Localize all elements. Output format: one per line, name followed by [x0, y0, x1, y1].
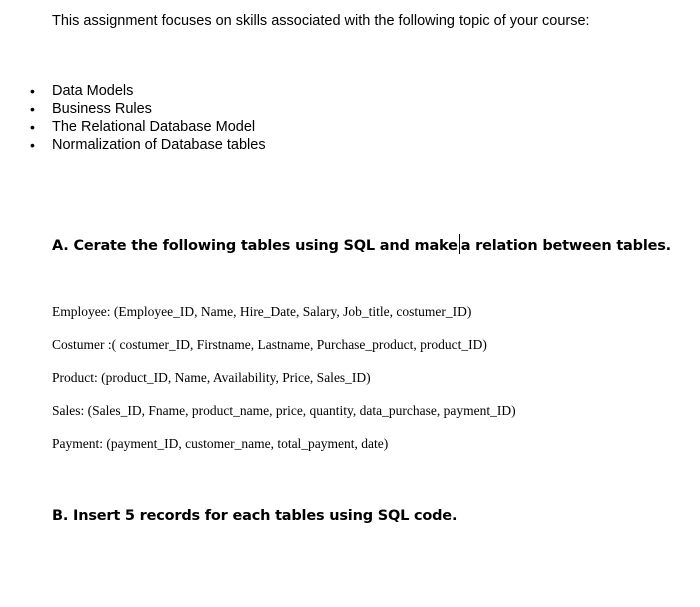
bullet-icon: •	[30, 101, 35, 117]
task-a-heading	[52, 234, 671, 256]
table-definition-costumer: Costumer :( costumer_ID, Firstname, Lastname, Purchase_product, product_ID)	[52, 337, 487, 352]
text-cursor	[459, 234, 460, 254]
topic-label: Business Rules	[52, 101, 152, 117]
topic-item	[0, 136, 266, 154]
topic-item	[0, 82, 266, 100]
task-b-heading: B. Insert 5 records for each tables using SQL code.	[52, 508, 458, 524]
topic-label: Normalization of Database tables	[52, 137, 266, 153]
bullet-icon: •	[30, 119, 35, 135]
topic-item	[0, 100, 266, 118]
bullet-icon: •	[30, 137, 35, 153]
table-definition-employee: Employee: (Employee_ID, Name, Hire_Date, Salary, Job_title, costumer_ID)	[52, 304, 472, 319]
table-definitions	[52, 302, 516, 467]
table-definition-product: Product: (product_ID, Name, Availability, Price, Sales_ID)	[52, 370, 371, 385]
task-a-text-start: A. Cerate the following tables using SQL and make	[52, 238, 458, 254]
table-definition-payment: Payment: (payment_ID, customer_name, total_payment, date)	[52, 436, 389, 451]
intro-text: This assignment focuses on skills associated with the following topic of your course:	[52, 13, 590, 29]
table-definition-sales: Sales: (Sales_ID, Fname, product_name, price, quantity, data_purchase, payment_ID)	[52, 403, 516, 418]
topic-label: The Relational Database Model	[52, 119, 256, 135]
bullet-icon: •	[30, 83, 35, 99]
topic-item	[0, 118, 266, 136]
task-a-text-end: a relation between tables.	[460, 238, 671, 254]
topic-list	[0, 82, 266, 154]
topic-label: Data Models	[52, 83, 134, 99]
